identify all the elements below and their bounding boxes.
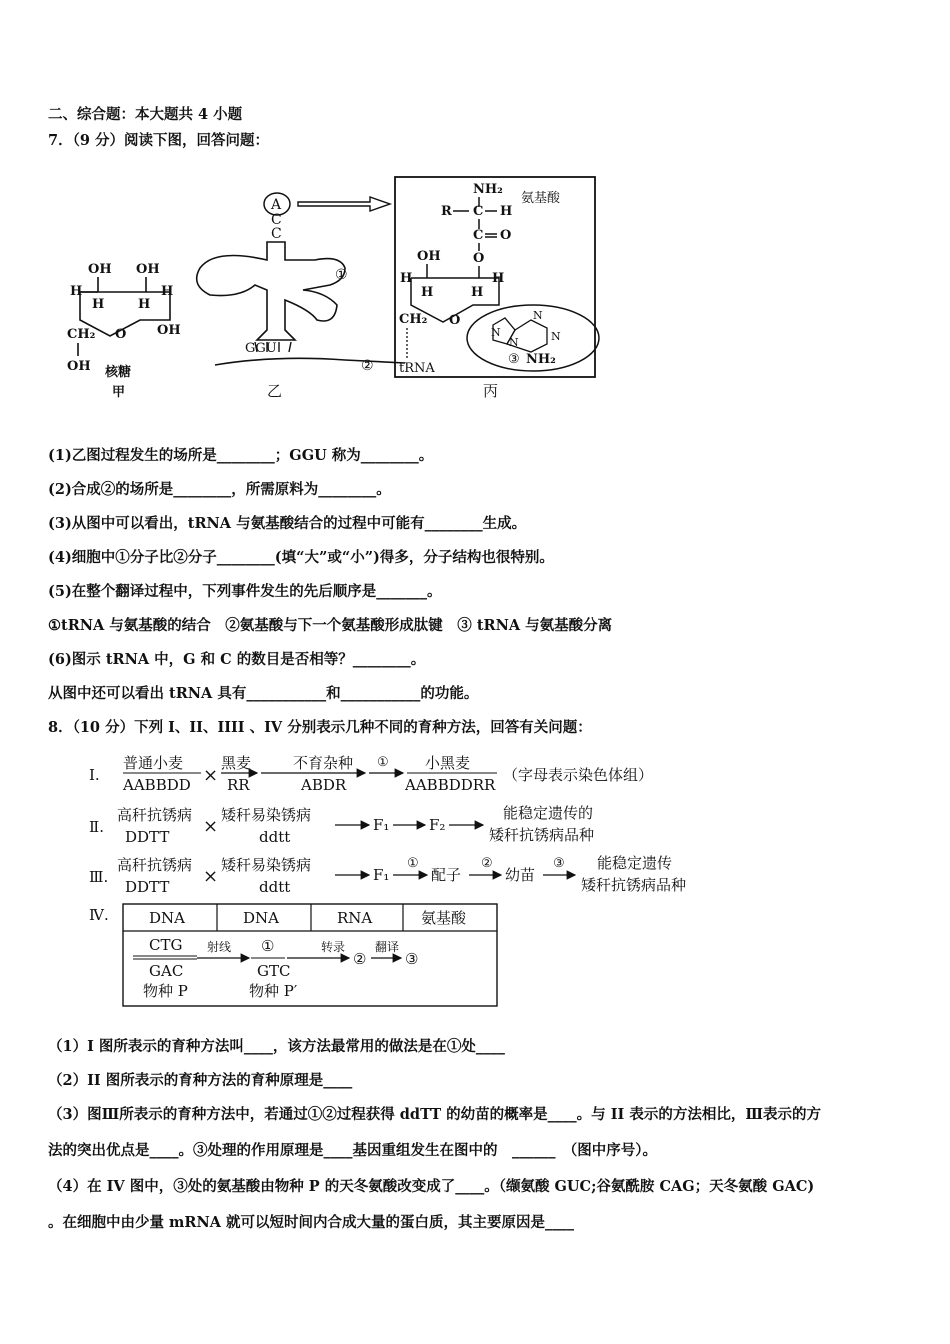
- r4-ctg: CTG: [149, 936, 183, 954]
- bing-label: 丙: [483, 382, 499, 400]
- yi-m1: ①: [335, 267, 348, 283]
- method-3-row: [89, 854, 686, 896]
- r3-p: 配子: [431, 866, 462, 884]
- q8-question-4: （4）在 IV 图中，③处的氨基酸由物种 P 的天冬氨酸改变成了____。（缬氨酸 GUC;谷氨酰胺 CAG；天冬氨酸 GAC): [48, 1178, 815, 1195]
- bing-ch2: CH₂: [399, 312, 428, 327]
- bing-n1: N: [491, 326, 501, 339]
- r2-a1: 高秆抗锈病: [117, 806, 193, 824]
- r4-header-4: 氨基酸: [421, 909, 467, 927]
- q7-figure: [45, 160, 615, 410]
- method-4-row: [89, 904, 497, 1006]
- q7-question-7: 从图中还可以看出 tRNA 具有___________和___________的功能。: [48, 685, 479, 702]
- r4-header-1: DNA: [149, 909, 185, 927]
- r1-a2: AABBDD: [123, 776, 191, 794]
- r2-f2: F₂: [429, 816, 446, 834]
- section-title: 二、综合题：本大题共 4 小题: [48, 106, 243, 123]
- jia-oh2: OH: [136, 262, 160, 277]
- bing-oh: OH: [417, 249, 441, 264]
- r2-r2: 矮秆抗锈病品种: [489, 826, 595, 844]
- bing-n2: N: [509, 336, 519, 349]
- bing-h3: H: [421, 285, 434, 300]
- q8-question-2: （2）II 图所表示的育种方法的育种原理是____: [48, 1072, 353, 1089]
- r4-m2: ②: [353, 950, 367, 968]
- r1-note: （字母表示染色体组）: [503, 766, 654, 784]
- r2-b1: 矮秆易染锈病: [221, 806, 312, 824]
- r4-spp: 物种 P′: [249, 982, 298, 1000]
- jia-ch2: CH₂: [67, 327, 96, 342]
- r1-num: Ⅰ.: [89, 766, 100, 784]
- r3-r1: 能稳定遗传: [597, 854, 673, 872]
- q7-header: 7．（9 分）阅读下图，回答问题：: [48, 132, 269, 149]
- bing-c1: C: [473, 204, 484, 219]
- q8-question-3: （3）图Ⅲ所表示的育种方法中，若通过①②过程获得 ddTT 的幼苗的概率是____。与 II 表示的方法相比，Ⅲ表示的方: [48, 1106, 821, 1123]
- bing-r: R: [441, 204, 452, 219]
- r4-tl: 翻译: [375, 940, 400, 954]
- r3-m3: ③: [553, 856, 565, 871]
- bing-nh2-2: NH₂: [526, 352, 556, 367]
- q8-question-1: （1）I 图所表示的育种方法叫____，该方法最常用的做法是在①处____: [48, 1038, 505, 1055]
- method-2-row: [89, 804, 594, 846]
- jia-name: 核糖: [105, 365, 132, 380]
- bing-o2: O: [473, 251, 485, 266]
- q7-question-5-options: ①tRNA 与氨基酸的结合 ②氨基酸与下一个氨基酸形成肽键 ③ tRNA 与氨基酸分离: [48, 617, 613, 634]
- r2-b2: ddtt: [259, 828, 291, 846]
- aminoacyl-trna: [395, 177, 599, 400]
- q7-question-3: (3)从图中可以看出，tRNA 与氨基酸结合的过程中可能有________生成。: [48, 515, 527, 532]
- jia-oh3: OH: [157, 323, 181, 338]
- r4-num: Ⅳ.: [89, 906, 109, 924]
- yi-label: 乙: [267, 382, 283, 400]
- r1-a1: 普通小麦: [123, 754, 184, 772]
- r1-c1: 不育杂种: [293, 754, 354, 772]
- r3-a2: DDTT: [125, 878, 170, 896]
- q7-question-1: (1)乙图过程发生的场所是________；GGU 称为________。: [48, 447, 434, 464]
- jia-o: O: [115, 327, 127, 342]
- r3-b1: 矮秆易染锈病: [221, 856, 312, 874]
- bing-o3: O: [449, 313, 461, 328]
- r4-ray: 射线: [207, 940, 232, 954]
- bing-h1: H: [500, 204, 513, 219]
- r2-r1: 能稳定遗传的: [503, 804, 594, 822]
- r4-gtc: GTC: [257, 962, 291, 980]
- r4-m3: ③: [405, 950, 419, 968]
- r1-c2: ABDR: [301, 776, 347, 794]
- bing-amino: 氨基酸: [521, 191, 561, 206]
- r4-m1: ①: [261, 937, 275, 955]
- q8-figure: [85, 748, 715, 1013]
- r3-m2: ②: [481, 856, 493, 871]
- q7-question-5: (5)在整个翻译过程中，下列事件发生的先后顺序是_______。: [48, 583, 442, 600]
- r3-s: 幼苗: [505, 866, 536, 884]
- r1-x: ×: [203, 765, 219, 786]
- bing-n4: N: [551, 330, 561, 343]
- bing-h5: H: [492, 271, 505, 286]
- r4-header-3: RNA: [337, 909, 373, 927]
- r4-sp: 物种 P: [143, 982, 188, 1000]
- r1-m: ①: [377, 755, 389, 770]
- yi-ggu: GGU: [245, 341, 277, 356]
- bing-m3: ③: [508, 352, 520, 367]
- yi-c1: C: [271, 212, 282, 228]
- r4-header-2: DNA: [243, 909, 279, 927]
- jia-h2: H: [92, 297, 105, 312]
- yi-c2: C: [271, 226, 282, 242]
- bing-nh2: NH₂: [473, 182, 503, 197]
- ribose-structure: [67, 262, 181, 400]
- r1-d1: 小黑麦: [425, 754, 471, 772]
- trna-cloverleaf: [197, 193, 405, 400]
- r3-f1: F₁: [373, 866, 390, 884]
- r2-f1: F₁: [373, 816, 390, 834]
- jia-h3: H: [138, 297, 151, 312]
- yi-m2: ②: [361, 358, 374, 374]
- q7-question-2: (2)合成②的场所是________，所需原料为________。: [48, 481, 391, 498]
- jia-h1: H: [70, 284, 83, 299]
- r4-tr: 转录: [321, 940, 346, 954]
- bing-o1: O: [500, 228, 512, 243]
- bing-h4: H: [471, 285, 484, 300]
- bing-trna: tRNA: [399, 361, 435, 376]
- bing-n3: N: [533, 309, 543, 322]
- r2-x: ×: [203, 816, 219, 837]
- r4-gac: GAC: [149, 962, 184, 980]
- r3-r2: 矮秆抗锈病品种: [581, 876, 687, 894]
- r3-b2: ddtt: [259, 878, 291, 896]
- yi-a: A: [271, 197, 282, 213]
- jia-label: 甲: [112, 385, 126, 400]
- bing-c2: C: [473, 228, 484, 243]
- method-1-row: [89, 754, 653, 794]
- r3-a1: 高秆抗锈病: [117, 856, 193, 874]
- r3-x: ×: [203, 866, 219, 887]
- r1-b1: 黑麦: [221, 754, 252, 772]
- r2-a2: DDTT: [125, 828, 170, 846]
- r2-num: Ⅱ.: [89, 818, 104, 836]
- jia-oh1: OH: [88, 262, 112, 277]
- jia-h4: H: [161, 284, 174, 299]
- q8-question-3-cont: 法的突出优点是____。③处理的作用原理是____基因重组发生在图中的 ______ （图中序号）。: [48, 1142, 657, 1159]
- q7-question-6: (6)图示 tRNA 中，G 和 C 的数目是否相等？________。: [48, 651, 426, 668]
- r3-num: Ⅲ.: [89, 868, 109, 886]
- bing-h2: H: [400, 271, 413, 286]
- q8-header: 8．（10 分）下列 I、II、IIII 、IV 分别表示几种不同的育种方法，回答有关问题：: [48, 719, 592, 736]
- r1-b2: RR: [227, 776, 250, 794]
- q8-question-4-cont: 。在细胞中由少量 mRNA 就可以短时间内合成大量的蛋白质，其主要原因是____: [48, 1214, 574, 1231]
- r1-d2: AABBDDRR: [405, 776, 496, 794]
- q7-question-4: (4)细胞中①分子比②分子________(填“大”或“小”)得多，分子结构也很特别。: [48, 549, 554, 566]
- r3-m1: ①: [407, 856, 419, 871]
- jia-oh4: OH: [67, 359, 91, 374]
